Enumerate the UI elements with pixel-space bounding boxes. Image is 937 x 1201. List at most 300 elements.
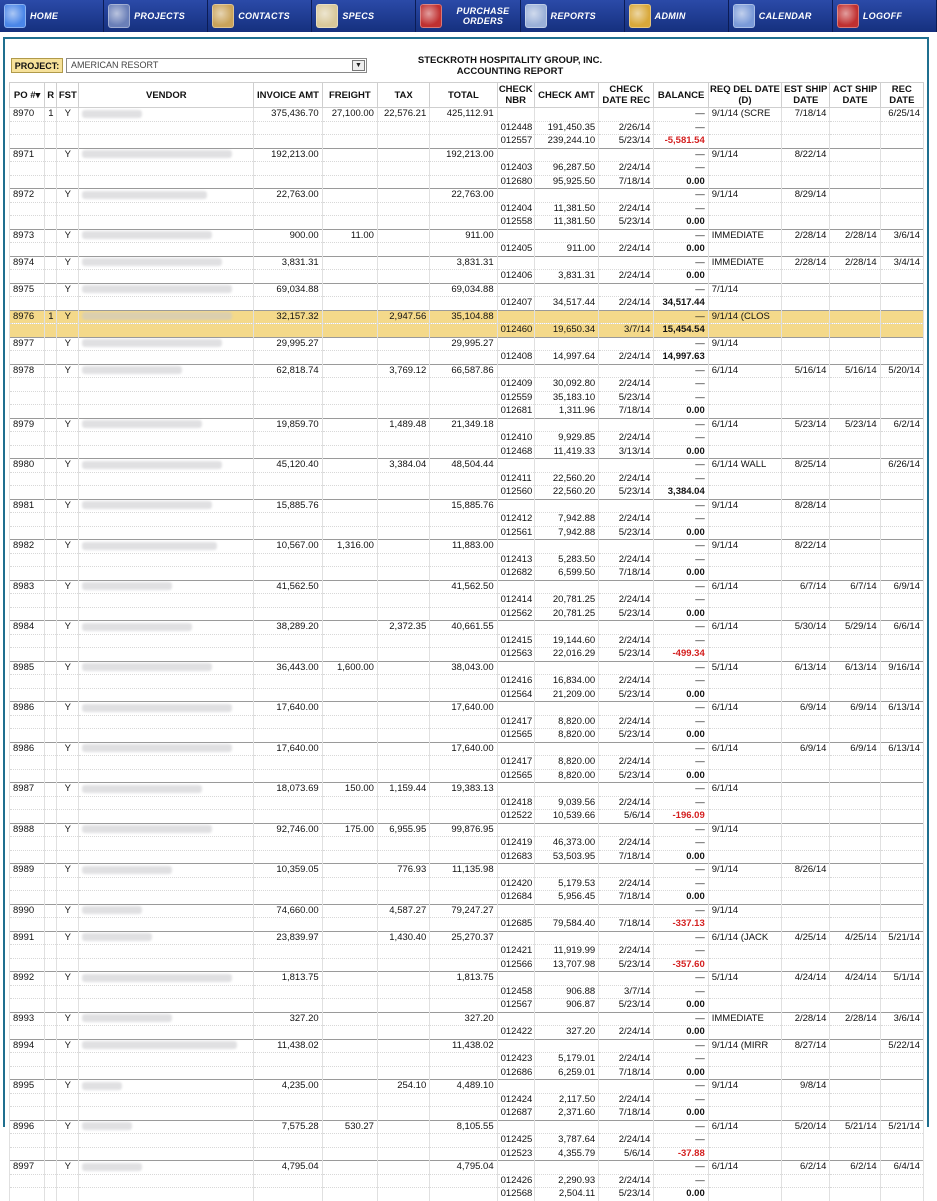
empty-cell (45, 648, 57, 662)
invoice-amount: 41,562.50 (254, 580, 322, 594)
empty-cell (599, 580, 654, 594)
po-number[interactable]: 8971 (10, 148, 45, 162)
column-header: VENDOR (79, 83, 254, 108)
balance-amount: 0.00 (654, 567, 708, 581)
empty-cell (377, 202, 429, 216)
empty-cell (782, 594, 830, 608)
empty-cell (322, 445, 377, 459)
empty-cell (322, 688, 377, 702)
po-number[interactable]: 8993 (10, 1012, 45, 1026)
empty-cell (782, 675, 830, 689)
empty-cell (708, 796, 781, 810)
empty-cell (10, 999, 45, 1013)
vendor-name-redacted (79, 1161, 254, 1175)
redacted-vendor-text (82, 285, 232, 293)
chevron-down-icon[interactable]: ▼ (352, 60, 365, 71)
empty-cell (430, 175, 497, 189)
invoice-amount: 18,073.69 (254, 783, 322, 797)
total-amount: 21,349.18 (430, 418, 497, 432)
empty-cell (57, 432, 79, 446)
empty-cell (377, 297, 429, 311)
req-del-date: 9/1/14 (708, 189, 781, 203)
empty-cell (430, 243, 497, 257)
po-number[interactable]: 8986 (10, 702, 45, 716)
empty-cell (708, 958, 781, 972)
check-subrow (10, 216, 924, 230)
balance-dash: — (654, 702, 708, 716)
empty-cell (79, 607, 254, 621)
po-number[interactable]: 8975 (10, 283, 45, 297)
empty-cell (782, 715, 830, 729)
total-amount: 40,661.55 (430, 621, 497, 635)
po-number[interactable]: 8970 (10, 108, 45, 122)
vendor-name-redacted (79, 148, 254, 162)
est-ship-date: 6/2/14 (782, 1161, 830, 1175)
balance-amount: -337.13 (654, 918, 708, 932)
redacted-vendor-text (82, 1014, 172, 1022)
empty-cell (497, 864, 534, 878)
empty-cell (534, 702, 598, 716)
empty-cell (880, 1093, 923, 1107)
empty-cell (45, 567, 57, 581)
empty-cell (880, 405, 923, 419)
empty-cell (880, 1107, 923, 1121)
invoice-amount: 22,763.00 (254, 189, 322, 203)
empty-cell (782, 1053, 830, 1067)
check-number: 012560 (497, 486, 534, 500)
empty-cell (830, 1188, 880, 1201)
tax-amount (377, 661, 429, 675)
empty-cell (322, 1053, 377, 1067)
po-row (10, 1080, 924, 1094)
po-number[interactable]: 8990 (10, 904, 45, 918)
po-number[interactable]: 8987 (10, 783, 45, 797)
empty-cell (534, 310, 598, 324)
est-ship-date: 8/27/14 (782, 1039, 830, 1053)
empty-cell (254, 999, 322, 1013)
nav-label: PURCHASE ORDERS (456, 6, 510, 26)
project-select[interactable] (66, 58, 367, 73)
empty-cell (782, 513, 830, 527)
empty-cell (57, 351, 79, 365)
nav-specs[interactable] (312, 0, 416, 32)
freight-amount: 11.00 (322, 229, 377, 243)
po-number[interactable]: 8973 (10, 229, 45, 243)
empty-cell (322, 729, 377, 743)
report-title: ACCOUNTING REPORT (456, 66, 564, 77)
empty-cell (322, 1093, 377, 1107)
balance-dash: — (654, 823, 708, 837)
empty-cell (254, 297, 322, 311)
empty-cell (10, 1107, 45, 1121)
empty-cell (45, 243, 57, 257)
empty-cell (880, 324, 923, 338)
empty-cell (10, 135, 45, 149)
empty-cell (79, 985, 254, 999)
act-ship-date (830, 1080, 880, 1094)
empty-cell (10, 175, 45, 189)
fst-flag: Y (57, 702, 79, 716)
est-ship-date (782, 283, 830, 297)
check-amount: 13,707.98 (534, 958, 598, 972)
empty-cell (79, 675, 254, 689)
empty-cell (57, 634, 79, 648)
check-date: 2/24/14 (599, 1134, 654, 1148)
po-number[interactable]: 8981 (10, 499, 45, 513)
invoice-amount: 10,359.05 (254, 864, 322, 878)
rec-date (880, 148, 923, 162)
empty-cell (534, 459, 598, 473)
check-number: 012405 (497, 243, 534, 257)
po-row (10, 864, 924, 878)
empty-cell (782, 553, 830, 567)
nav-projects[interactable] (104, 0, 208, 32)
act-ship-date (830, 864, 880, 878)
po-number[interactable]: 8988 (10, 823, 45, 837)
calendar-icon (733, 4, 755, 28)
po-row (10, 418, 924, 432)
vendor-name-redacted (79, 783, 254, 797)
empty-cell (880, 121, 923, 135)
check-date: 7/18/14 (599, 850, 654, 864)
fst-flag: Y (57, 1012, 79, 1026)
empty-cell (708, 756, 781, 770)
empty-cell (322, 243, 377, 257)
req-del-date: 6/1/14 (JACK (708, 931, 781, 945)
vendor-name-redacted (79, 1080, 254, 1094)
check-number: 012417 (497, 756, 534, 770)
check-subrow (10, 297, 924, 311)
empty-cell (377, 877, 429, 891)
total-amount: 1,813.75 (430, 972, 497, 986)
req-del-date: 9/1/14 (CLOS (708, 310, 781, 324)
empty-cell (377, 1093, 429, 1107)
est-ship-date (782, 904, 830, 918)
po-number[interactable]: 8979 (10, 418, 45, 432)
nav-admin[interactable] (625, 0, 729, 32)
req-del-date: 6/1/14 (708, 418, 781, 432)
empty-cell (254, 756, 322, 770)
check-date: 7/18/14 (599, 891, 654, 905)
redacted-vendor-text (82, 542, 217, 550)
empty-cell (254, 918, 322, 932)
po-number[interactable]: 8991 (10, 931, 45, 945)
po-number[interactable]: 8995 (10, 1080, 45, 1094)
empty-cell (430, 1053, 497, 1067)
empty-cell (254, 1147, 322, 1161)
empty-cell (599, 418, 654, 432)
po-number[interactable]: 8977 (10, 337, 45, 351)
empty-cell (708, 675, 781, 689)
freight-amount (322, 742, 377, 756)
buildings-icon (108, 4, 130, 28)
empty-cell (880, 810, 923, 824)
freight-amount (322, 189, 377, 203)
check-amount: 11,381.50 (534, 216, 598, 230)
check-date: 2/24/14 (599, 715, 654, 729)
freight-amount (322, 904, 377, 918)
empty-cell (57, 378, 79, 392)
po-number[interactable]: 8983 (10, 580, 45, 594)
total-amount: 425,112.91 (430, 108, 497, 122)
empty-cell (57, 1147, 79, 1161)
empty-cell (830, 769, 880, 783)
check-amount: 34,517.44 (534, 297, 598, 311)
empty-cell (10, 1134, 45, 1148)
empty-cell (45, 729, 57, 743)
empty-cell (79, 756, 254, 770)
nav-reports[interactable] (521, 0, 625, 32)
empty-cell (599, 540, 654, 554)
total-amount: 17,640.00 (430, 702, 497, 716)
empty-cell (322, 162, 377, 176)
check-number: 012408 (497, 351, 534, 365)
fst-flag: Y (57, 1080, 79, 1094)
req-del-date: IMMEDIATE (708, 1012, 781, 1026)
empty-cell (79, 1066, 254, 1080)
check-subrow (10, 837, 924, 851)
check-date: 2/24/14 (599, 1026, 654, 1040)
check-date: 5/23/14 (599, 216, 654, 230)
empty-cell (497, 189, 534, 203)
req-del-date: 6/1/14 (708, 783, 781, 797)
est-ship-date: 2/28/14 (782, 256, 830, 270)
check-amount: 8,820.00 (534, 769, 598, 783)
empty-cell (10, 715, 45, 729)
empty-cell (782, 810, 830, 824)
po-number[interactable]: 8985 (10, 661, 45, 675)
check-subrow (10, 810, 924, 824)
empty-cell (322, 837, 377, 851)
r-flag (45, 283, 57, 297)
empty-cell (57, 1174, 79, 1188)
po-number[interactable]: 8980 (10, 459, 45, 473)
empty-cell (880, 202, 923, 216)
empty-cell (377, 553, 429, 567)
check-amount: 20,781.25 (534, 607, 598, 621)
empty-cell (497, 540, 534, 554)
check-date: 7/18/14 (599, 175, 654, 189)
empty-cell (430, 648, 497, 662)
total-amount: 17,640.00 (430, 742, 497, 756)
empty-cell (322, 877, 377, 891)
r-flag (45, 499, 57, 513)
empty-cell (377, 850, 429, 864)
total-amount: 22,763.00 (430, 189, 497, 203)
empty-cell (322, 958, 377, 972)
check-amount: 96,287.50 (534, 162, 598, 176)
est-ship-date: 8/22/14 (782, 540, 830, 554)
empty-cell (57, 837, 79, 851)
fst-flag: Y (57, 459, 79, 473)
nav-home[interactable] (0, 0, 104, 32)
tax-amount (377, 337, 429, 351)
balance-dash: — (654, 202, 708, 216)
check-subrow (10, 1107, 924, 1121)
empty-cell (79, 567, 254, 581)
check-amount: 327.20 (534, 1026, 598, 1040)
empty-cell (10, 810, 45, 824)
balance-amount: 0.00 (654, 270, 708, 284)
empty-cell (880, 594, 923, 608)
check-subrow (10, 513, 924, 527)
act-ship-date (830, 283, 880, 297)
r-flag (45, 661, 57, 675)
po-number[interactable]: 8992 (10, 972, 45, 986)
empty-cell (830, 175, 880, 189)
empty-cell (322, 135, 377, 149)
empty-cell (599, 108, 654, 122)
empty-cell (322, 405, 377, 419)
check-date: 2/24/14 (599, 1093, 654, 1107)
empty-cell (708, 1053, 781, 1067)
empty-cell (10, 162, 45, 176)
vendor-name-redacted (79, 742, 254, 756)
empty-cell (782, 202, 830, 216)
empty-cell (377, 648, 429, 662)
po-number[interactable]: 8982 (10, 540, 45, 554)
empty-cell (782, 162, 830, 176)
empty-cell (782, 1066, 830, 1080)
empty-cell (830, 486, 880, 500)
total-amount: 19,383.13 (430, 783, 497, 797)
empty-cell (430, 810, 497, 824)
empty-cell (534, 1080, 598, 1094)
empty-cell (782, 918, 830, 932)
freight-amount: 1,316.00 (322, 540, 377, 554)
empty-cell (254, 675, 322, 689)
po-number[interactable]: 8986 (10, 742, 45, 756)
empty-cell (322, 526, 377, 540)
empty-cell (322, 850, 377, 864)
empty-cell (708, 837, 781, 851)
fst-flag: Y (57, 540, 79, 554)
po-number[interactable]: 8997 (10, 1161, 45, 1175)
redacted-vendor-text (82, 150, 232, 158)
column-header[interactable]: PO #▾ (10, 83, 45, 108)
check-amount: 11,381.50 (534, 202, 598, 216)
act-ship-date (830, 1039, 880, 1053)
rec-date: 6/6/14 (880, 621, 923, 635)
invoice-amount: 900.00 (254, 229, 322, 243)
balance-dash: — (654, 756, 708, 770)
empty-cell (830, 877, 880, 891)
empty-cell (430, 594, 497, 608)
act-ship-date: 2/28/14 (830, 256, 880, 270)
total-amount: 4,795.04 (430, 1161, 497, 1175)
check-number: 012404 (497, 202, 534, 216)
req-del-date: 9/1/14 (708, 1080, 781, 1094)
empty-cell (497, 1161, 534, 1175)
empty-cell (782, 405, 830, 419)
nav-logoff[interactable] (833, 0, 937, 32)
empty-cell (430, 1093, 497, 1107)
empty-cell (497, 931, 534, 945)
empty-cell (599, 499, 654, 513)
balance-dash: — (654, 675, 708, 689)
check-number: 012448 (497, 121, 534, 135)
check-number: 012567 (497, 999, 534, 1013)
check-number: 012420 (497, 877, 534, 891)
empty-cell (534, 580, 598, 594)
check-subrow (10, 985, 924, 999)
empty-cell (10, 1093, 45, 1107)
po-number[interactable]: 8978 (10, 364, 45, 378)
empty-cell (497, 108, 534, 122)
act-ship-date: 5/23/14 (830, 418, 880, 432)
empty-cell (377, 945, 429, 959)
est-ship-date (782, 823, 830, 837)
empty-cell (79, 945, 254, 959)
empty-cell (57, 567, 79, 581)
empty-cell (708, 324, 781, 338)
po-number[interactable]: 8989 (10, 864, 45, 878)
empty-cell (254, 175, 322, 189)
invoice-amount: 36,443.00 (254, 661, 322, 675)
rec-date (880, 337, 923, 351)
freight-amount (322, 1012, 377, 1026)
po-number[interactable]: 8994 (10, 1039, 45, 1053)
tax-amount (377, 148, 429, 162)
empty-cell (254, 729, 322, 743)
empty-cell (322, 351, 377, 365)
contacts-icon (212, 4, 234, 28)
empty-cell (322, 1026, 377, 1040)
empty-cell (79, 999, 254, 1013)
nav-contacts[interactable] (208, 0, 312, 32)
balance-dash: — (654, 189, 708, 203)
empty-cell (10, 121, 45, 135)
empty-cell (254, 162, 322, 176)
check-amount: 2,117.50 (534, 1093, 598, 1107)
balance-amount: 0.00 (654, 607, 708, 621)
empty-cell (10, 202, 45, 216)
po-row (10, 1039, 924, 1053)
empty-cell (322, 594, 377, 608)
po-number[interactable]: 8976 (10, 310, 45, 324)
empty-cell (57, 486, 79, 500)
po-number[interactable]: 8996 (10, 1120, 45, 1134)
rec-date: 5/22/14 (880, 1039, 923, 1053)
check-subrow (10, 796, 924, 810)
empty-cell (708, 648, 781, 662)
empty-cell (79, 810, 254, 824)
req-del-date: 9/1/14 (708, 904, 781, 918)
po-number[interactable]: 8984 (10, 621, 45, 635)
empty-cell (830, 756, 880, 770)
empty-cell (708, 715, 781, 729)
empty-cell (377, 324, 429, 338)
nav-purchase-orders[interactable] (416, 0, 520, 32)
balance-amount: 0.00 (654, 243, 708, 257)
po-number[interactable]: 8974 (10, 256, 45, 270)
balance-amount: -196.09 (654, 810, 708, 824)
nav-calendar[interactable] (729, 0, 833, 32)
check-subrow (10, 1026, 924, 1040)
empty-cell (430, 756, 497, 770)
empty-cell (57, 391, 79, 405)
empty-cell (377, 999, 429, 1013)
empty-cell (782, 175, 830, 189)
empty-cell (254, 1188, 322, 1201)
po-number[interactable]: 8972 (10, 189, 45, 203)
empty-cell (45, 756, 57, 770)
check-date: 5/23/14 (599, 1188, 654, 1201)
empty-cell (708, 999, 781, 1013)
check-date: 2/24/14 (599, 594, 654, 608)
check-date: 2/24/14 (599, 202, 654, 216)
empty-cell (254, 378, 322, 392)
